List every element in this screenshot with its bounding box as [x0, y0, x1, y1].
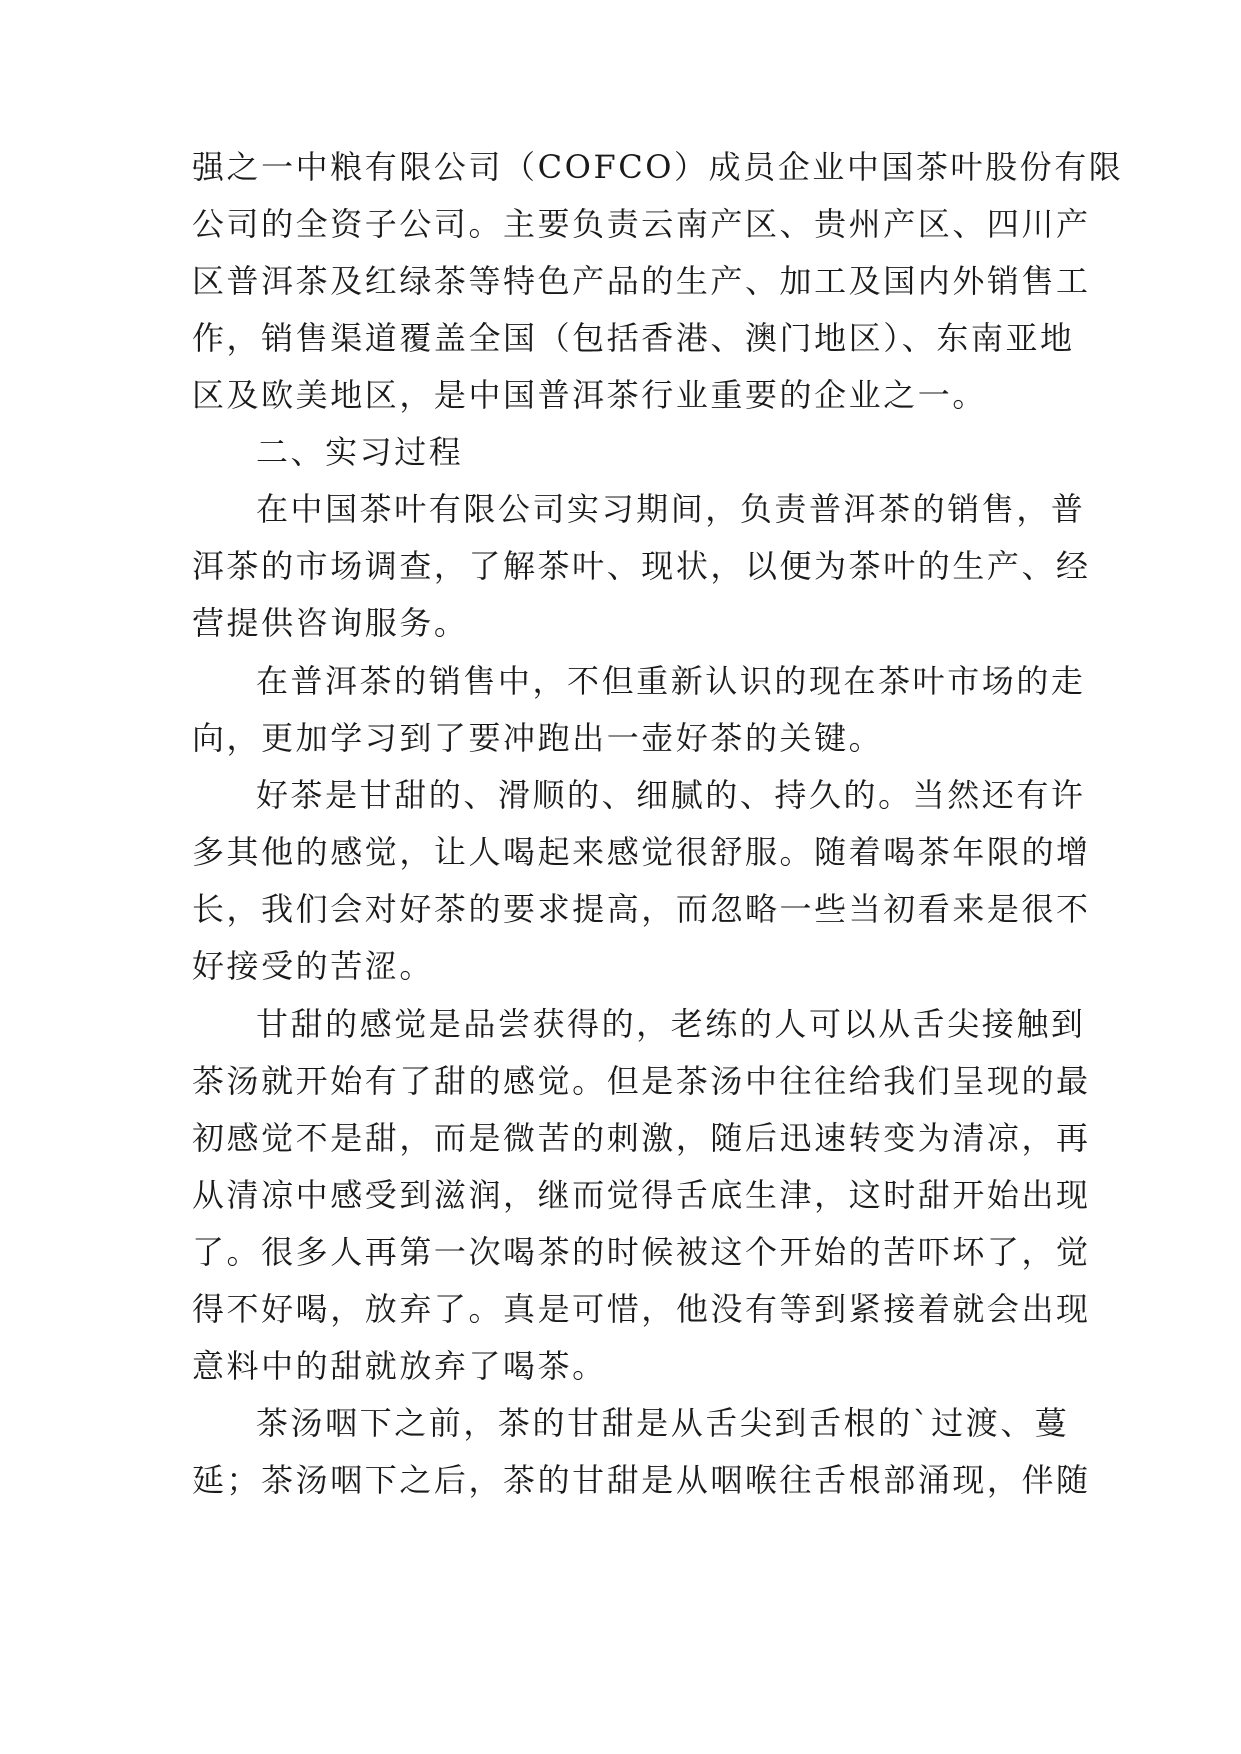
- paragraph-line: 向，更加学习到了要冲跑出一壶好茶的关键。: [192, 719, 884, 757]
- paragraph-line: 得不好喝，放弃了。真是可惜，他没有等到紧接着就会出现: [192, 1290, 1091, 1328]
- paragraph-line: 从清凉中感受到滋润，继而觉得舌底生津，这时甜开始出现: [192, 1176, 1091, 1214]
- paragraph-line: 延；茶汤咽下之后，茶的甘甜是从咽喉往舌根部涌现，伴随: [192, 1461, 1091, 1499]
- paragraph-line: 区普洱茶及红绿茶等特色产品的生产、加工及国内外销售工: [192, 262, 1091, 300]
- section-heading: 二、实习过程: [256, 433, 464, 471]
- paragraph-line: 初感觉不是甜，而是微苦的刺激，随后迅速转变为清凉，再: [192, 1119, 1091, 1157]
- paragraph-line: 茶汤就开始有了甜的感觉。但是茶汤中往往给我们呈现的最: [192, 1062, 1091, 1100]
- paragraph-line: 在普洱茶的销售中，不但重新认识的现在茶叶市场的走: [256, 662, 1086, 700]
- paragraph-line: 好茶是甘甜的、滑顺的、细腻的、持久的。当然还有许: [256, 776, 1086, 814]
- paragraph-line: 茶汤咽下之前，茶的甘甜是从舌尖到舌根的`过渡、蔓: [256, 1404, 1070, 1442]
- paragraph-line: 强之一中粮有限公司（COFCO）成员企业中国茶叶股份有限: [192, 148, 1124, 186]
- paragraph-line: 了。很多人再第一次喝茶的时候被这个开始的苦吓坏了，觉: [192, 1233, 1091, 1271]
- paragraph-line: 洱茶的市场调查，了解茶叶、现状，以便为茶叶的生产、经: [192, 547, 1091, 585]
- paragraph-line: 甘甜的感觉是品尝获得的，老练的人可以从舌尖接触到: [256, 1005, 1086, 1043]
- paragraph-line: 作，销售渠道覆盖全国（包括香港、澳门地区）、东南亚地: [192, 319, 1075, 357]
- paragraph-line: 在中国茶叶有限公司实习期间，负责普洱茶的销售，普: [256, 490, 1086, 528]
- paragraph-line: 区及欧美地区，是中国普洱茶行业重要的企业之一。: [192, 376, 987, 414]
- paragraph-line: 公司的全资子公司。主要负责云南产区、贵州产区、四川产: [192, 205, 1091, 243]
- paragraph-line: 长，我们会对好茶的要求提高，而忽略一些当初看来是很不: [192, 890, 1091, 928]
- paragraph-line: 营提供咨询服务。: [192, 604, 469, 642]
- paragraph-line: 好接受的苦涩。: [192, 947, 434, 985]
- paragraph-line: 多其他的感觉，让人喝起来感觉很舒服。随着喝茶年限的增: [192, 833, 1091, 871]
- paragraph-line: 意料中的甜就放弃了喝茶。: [192, 1347, 607, 1385]
